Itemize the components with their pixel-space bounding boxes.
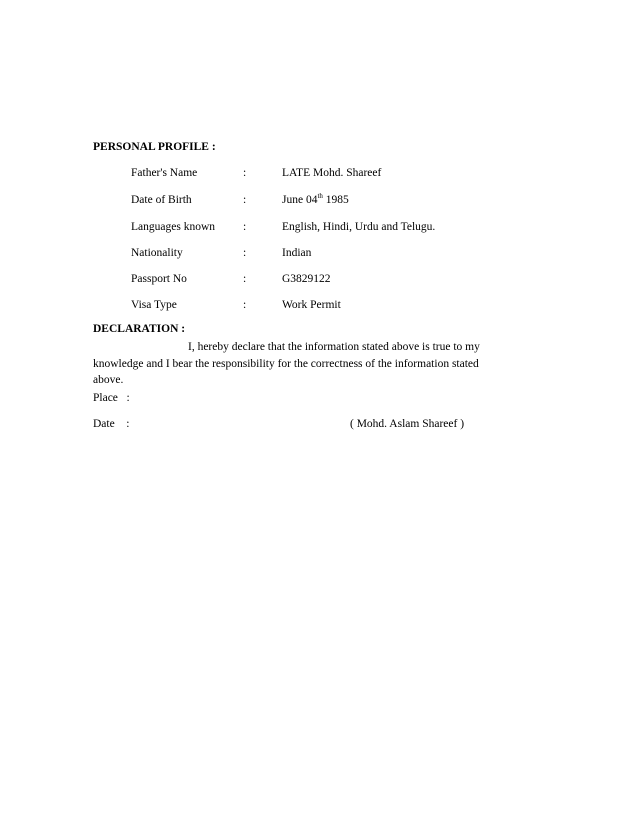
profile-row-languages: [131, 221, 551, 237]
profile-value: Indian: [282, 247, 312, 259]
dob-year: 1985: [322, 194, 349, 206]
profile-value: Work Permit: [282, 299, 341, 311]
profile-value: [282, 194, 349, 206]
profile-label: Languages known: [131, 221, 215, 233]
profile-label: Date of Birth: [131, 194, 192, 206]
profile-colon: :: [243, 247, 247, 259]
profile-value: English, Hindi, Urdu and Telugu.: [282, 221, 436, 233]
profile-value: LATE Mohd. Shareef: [282, 167, 382, 179]
profile-row-visa-type: [131, 299, 551, 315]
profile-row-date-of-birth: [131, 194, 551, 210]
profile-row-fathers-name: [131, 167, 551, 183]
profile-colon: :: [243, 194, 247, 206]
profile-colon: :: [243, 221, 247, 233]
profile-label: Visa Type: [131, 299, 177, 311]
profile-label: Nationality: [131, 247, 183, 259]
profile-label: Father's Name: [131, 167, 198, 179]
profile-colon: :: [243, 299, 247, 311]
date-label: Date :: [93, 418, 130, 430]
profile-value: G3829122: [282, 273, 331, 285]
dob-ordinal: th: [317, 192, 323, 201]
profile-row-nationality: [131, 247, 551, 263]
place-label: Place :: [93, 392, 130, 404]
profile-colon: :: [243, 273, 247, 285]
profile-label: Passport No: [131, 273, 187, 285]
declaration-heading: DECLARATION :: [93, 323, 186, 335]
signature-name: ( Mohd. Aslam Shareef ): [350, 418, 465, 430]
profile-colon: :: [243, 167, 247, 179]
profile-row-passport: [131, 273, 551, 289]
dob-day: June 04: [282, 194, 318, 206]
personal-profile-heading: PERSONAL PROFILE :: [93, 141, 216, 153]
declaration-text: I, hereby declare that the information stated above is true to my knowledge and I bear the responsibility for the correctness of the information stated above.: [93, 341, 480, 386]
